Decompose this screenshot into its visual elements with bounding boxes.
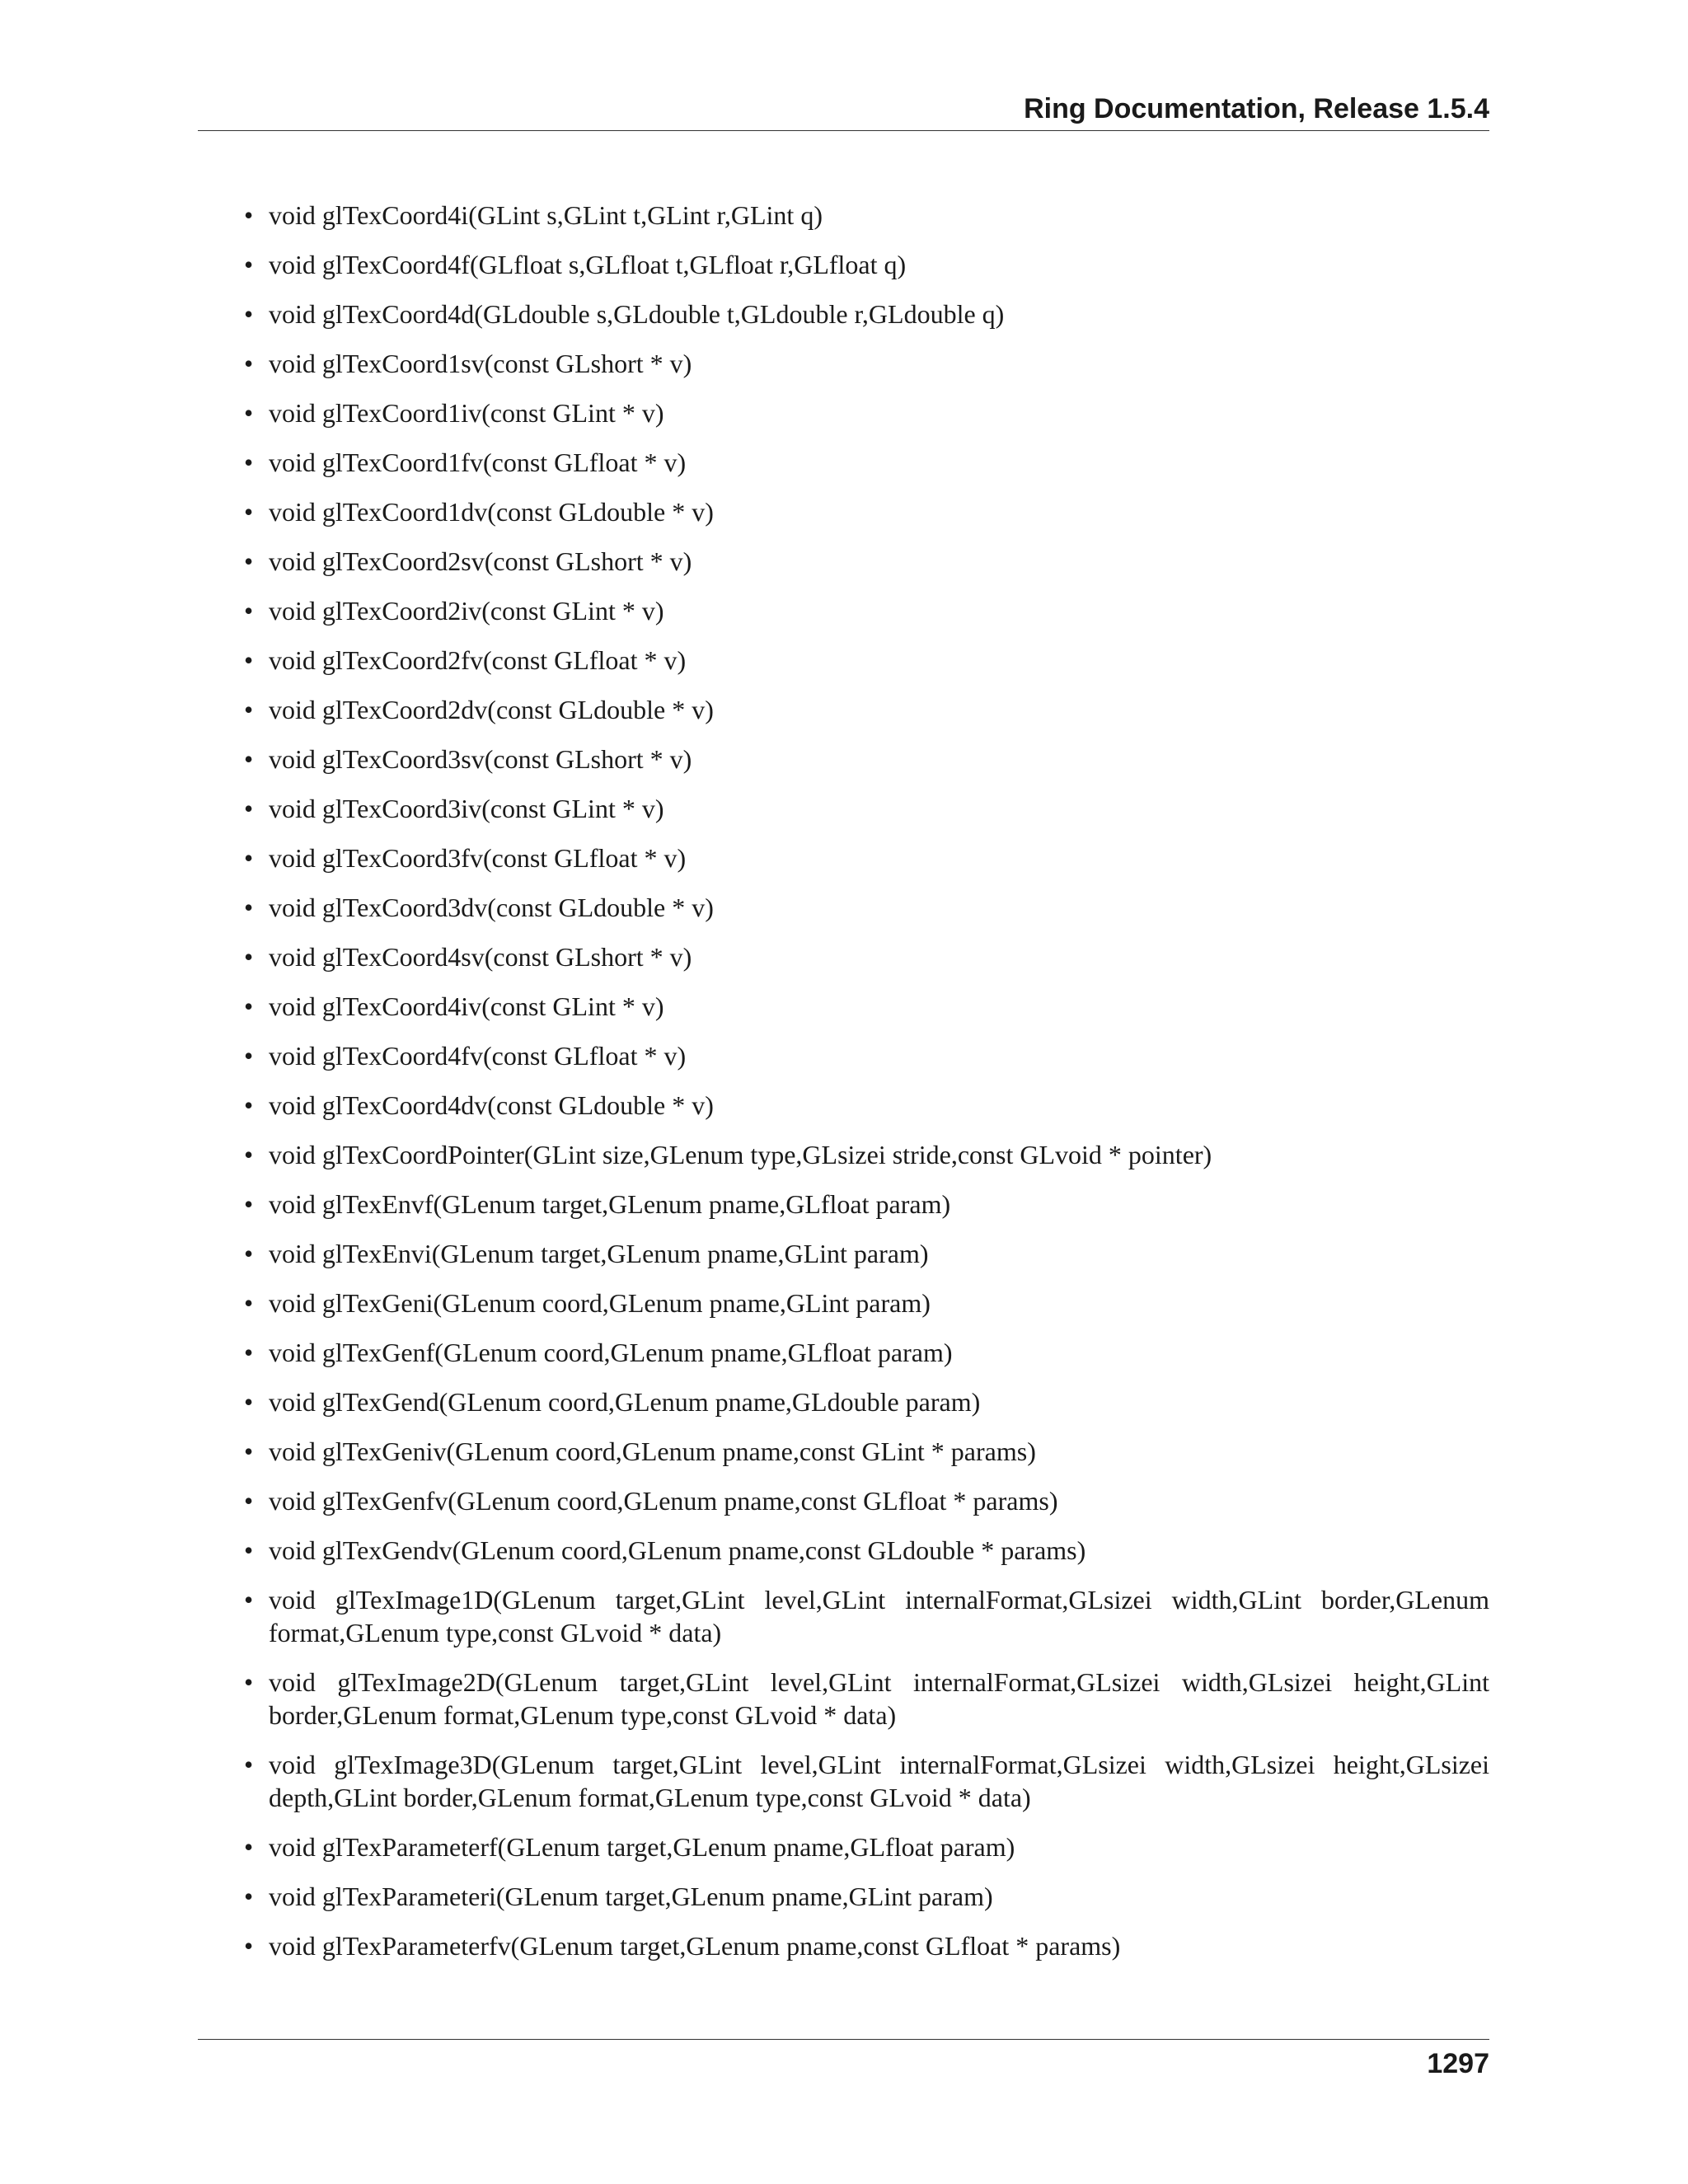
list-item (244, 1929, 1489, 1962)
bullet-icon: • (244, 645, 254, 675)
footer-rule (198, 2039, 1489, 2040)
list-item (244, 347, 1489, 380)
list-item (244, 693, 1489, 726)
list-item (244, 1089, 1489, 1122)
bullet-icon: • (244, 1535, 254, 1565)
bullet-icon: • (244, 991, 254, 1021)
function-signature: void glTexCoord1iv(const GLint * v) (269, 398, 664, 428)
function-signature: void glTexGendv(GLenum coord,GLenum pname,const GLdouble * params) (269, 1535, 1086, 1565)
bullet-icon: • (244, 942, 254, 972)
list-item (244, 1666, 1489, 1732)
bullet-icon: • (244, 794, 254, 823)
list-item (244, 298, 1489, 330)
function-signature: void glTexCoord4dv(const GLdouble * v) (269, 1090, 714, 1120)
bullet-icon: • (244, 546, 254, 576)
list-item (244, 446, 1489, 479)
function-signature: void glTexParameterfv(GLenum target,GLenum pname,const GLfloat * params) (269, 1931, 1121, 1961)
bullet-icon: • (244, 744, 254, 774)
bullet-icon: • (244, 893, 254, 922)
list-item (244, 1748, 1489, 1814)
list-item (244, 248, 1489, 281)
bullet-icon: • (244, 1486, 254, 1516)
bullet-icon: • (244, 250, 254, 279)
list-item (244, 1385, 1489, 1418)
function-signature: void glTexGend(GLenum coord,GLenum pname,GLdouble param) (269, 1387, 981, 1417)
bullet-icon: • (244, 1338, 254, 1367)
list-item (244, 1336, 1489, 1369)
function-signature: void glTexCoord4f(GLfloat s,GLfloat t,GLfloat r,GLfloat q) (269, 250, 907, 279)
list-item (244, 940, 1489, 973)
function-signature: void glTexImage3D(GLenum target,GLint level,GLint internalFormat,GLsizei width,GLsizei height,GLsizei depth,GLint border,GLenum format,GLenum type,const GLvoid * data) (269, 1750, 1489, 1812)
list-item (244, 891, 1489, 924)
bullet-icon: • (244, 1387, 254, 1417)
list-item (244, 990, 1489, 1023)
list-item (244, 199, 1489, 232)
list-item (244, 1188, 1489, 1221)
bullet-icon: • (244, 1090, 254, 1120)
bullet-icon: • (244, 1585, 254, 1615)
bullet-icon: • (244, 695, 254, 724)
list-item (244, 743, 1489, 776)
function-signature: void glTexCoord3dv(const GLdouble * v) (269, 893, 714, 922)
function-signature: void glTexImage1D(GLenum target,GLint level,GLint internalFormat,GLsizei width,GLint border,GLenum format,GLenum type,const GLvoid * data) (269, 1585, 1489, 1647)
bullet-icon: • (244, 349, 254, 378)
function-signature: void glTexGeniv(GLenum coord,GLenum pname,const GLint * params) (269, 1436, 1036, 1466)
bullet-icon: • (244, 448, 254, 477)
bullet-icon: • (244, 200, 254, 230)
bullet-icon: • (244, 398, 254, 428)
list-item (244, 841, 1489, 874)
list-item (244, 1138, 1489, 1171)
function-signature: void glTexEnvf(GLenum target,GLenum pname,GLfloat param) (269, 1189, 951, 1219)
function-signature: void glTexCoord3fv(const GLfloat * v) (269, 843, 687, 873)
function-signature: void glTexCoord3iv(const GLint * v) (269, 794, 664, 823)
function-signature: void glTexCoordPointer(GLint size,GLenum type,GLsizei stride,const GLvoid * pointer) (269, 1140, 1212, 1169)
function-signature: void glTexImage2D(GLenum target,GLint level,GLint internalFormat,GLsizei width,GLsizei height,GLint border,GLenum format,GLenum type,const GLvoid * data) (269, 1667, 1489, 1730)
bullet-icon: • (244, 1882, 254, 1911)
list-item (244, 396, 1489, 429)
function-signature: void glTexEnvi(GLenum target,GLenum pname,GLint param) (269, 1239, 929, 1268)
bullet-icon: • (244, 1750, 254, 1779)
list-item (244, 594, 1489, 627)
list-item (244, 1039, 1489, 1072)
bullet-icon: • (244, 596, 254, 626)
function-signature: void glTexCoord4sv(const GLshort * v) (269, 942, 692, 972)
bullet-icon: • (244, 1667, 254, 1697)
list-item (244, 1534, 1489, 1567)
function-signature: void glTexCoord4i(GLint s,GLint t,GLint r,GLint q) (269, 200, 823, 230)
list-item (244, 545, 1489, 578)
function-signature: void glTexCoord1sv(const GLshort * v) (269, 349, 692, 378)
bullet-icon: • (244, 1239, 254, 1268)
function-signature: void glTexCoord2iv(const GLint * v) (269, 596, 664, 626)
function-signature: void glTexParameterf(GLenum target,GLenum pname,GLfloat param) (269, 1832, 1015, 1862)
bullet-icon: • (244, 1189, 254, 1219)
list-item (244, 1435, 1489, 1468)
list-item (244, 1484, 1489, 1517)
list-item (244, 1583, 1489, 1649)
function-signature: void glTexGenf(GLenum coord,GLenum pname,GLfloat param) (269, 1338, 953, 1367)
bullet-icon: • (244, 1041, 254, 1071)
function-signature: void glTexParameteri(GLenum target,GLenum pname,GLint param) (269, 1882, 993, 1911)
function-signature: void glTexCoord4iv(const GLint * v) (269, 991, 664, 1021)
bullet-icon: • (244, 1288, 254, 1318)
function-signature: void glTexCoord1fv(const GLfloat * v) (269, 448, 687, 477)
list-item (244, 792, 1489, 825)
function-signature: void glTexCoord2dv(const GLdouble * v) (269, 695, 714, 724)
page-number: 1297 (1427, 2048, 1489, 2079)
list-item (244, 1880, 1489, 1913)
function-signature: void glTexGenfv(GLenum coord,GLenum pname,const GLfloat * params) (269, 1486, 1058, 1516)
function-signature: void glTexCoord2sv(const GLshort * v) (269, 546, 692, 576)
bullet-icon: • (244, 299, 254, 329)
function-signature: void glTexGeni(GLenum coord,GLenum pname,GLint param) (269, 1288, 931, 1318)
list-item (244, 1237, 1489, 1270)
function-signature: void glTexCoord3sv(const GLshort * v) (269, 744, 692, 774)
running-header: Ring Documentation, Release 1.5.4 (1024, 93, 1489, 124)
bullet-icon: • (244, 1436, 254, 1466)
list-item (244, 1286, 1489, 1319)
list-item (244, 1830, 1489, 1863)
bullet-icon: • (244, 1931, 254, 1961)
function-signature: void glTexCoord2fv(const GLfloat * v) (269, 645, 687, 675)
bullet-icon: • (244, 497, 254, 527)
header-rule (198, 130, 1489, 131)
function-signature: void glTexCoord4d(GLdouble s,GLdouble t,GLdouble r,GLdouble q) (269, 299, 1005, 329)
function-list (244, 199, 1489, 1979)
function-signature: void glTexCoord4fv(const GLfloat * v) (269, 1041, 687, 1071)
list-item (244, 644, 1489, 677)
function-signature: void glTexCoord1dv(const GLdouble * v) (269, 497, 714, 527)
bullet-icon: • (244, 843, 254, 873)
bullet-icon: • (244, 1832, 254, 1862)
list-item (244, 495, 1489, 528)
bullet-icon: • (244, 1140, 254, 1169)
